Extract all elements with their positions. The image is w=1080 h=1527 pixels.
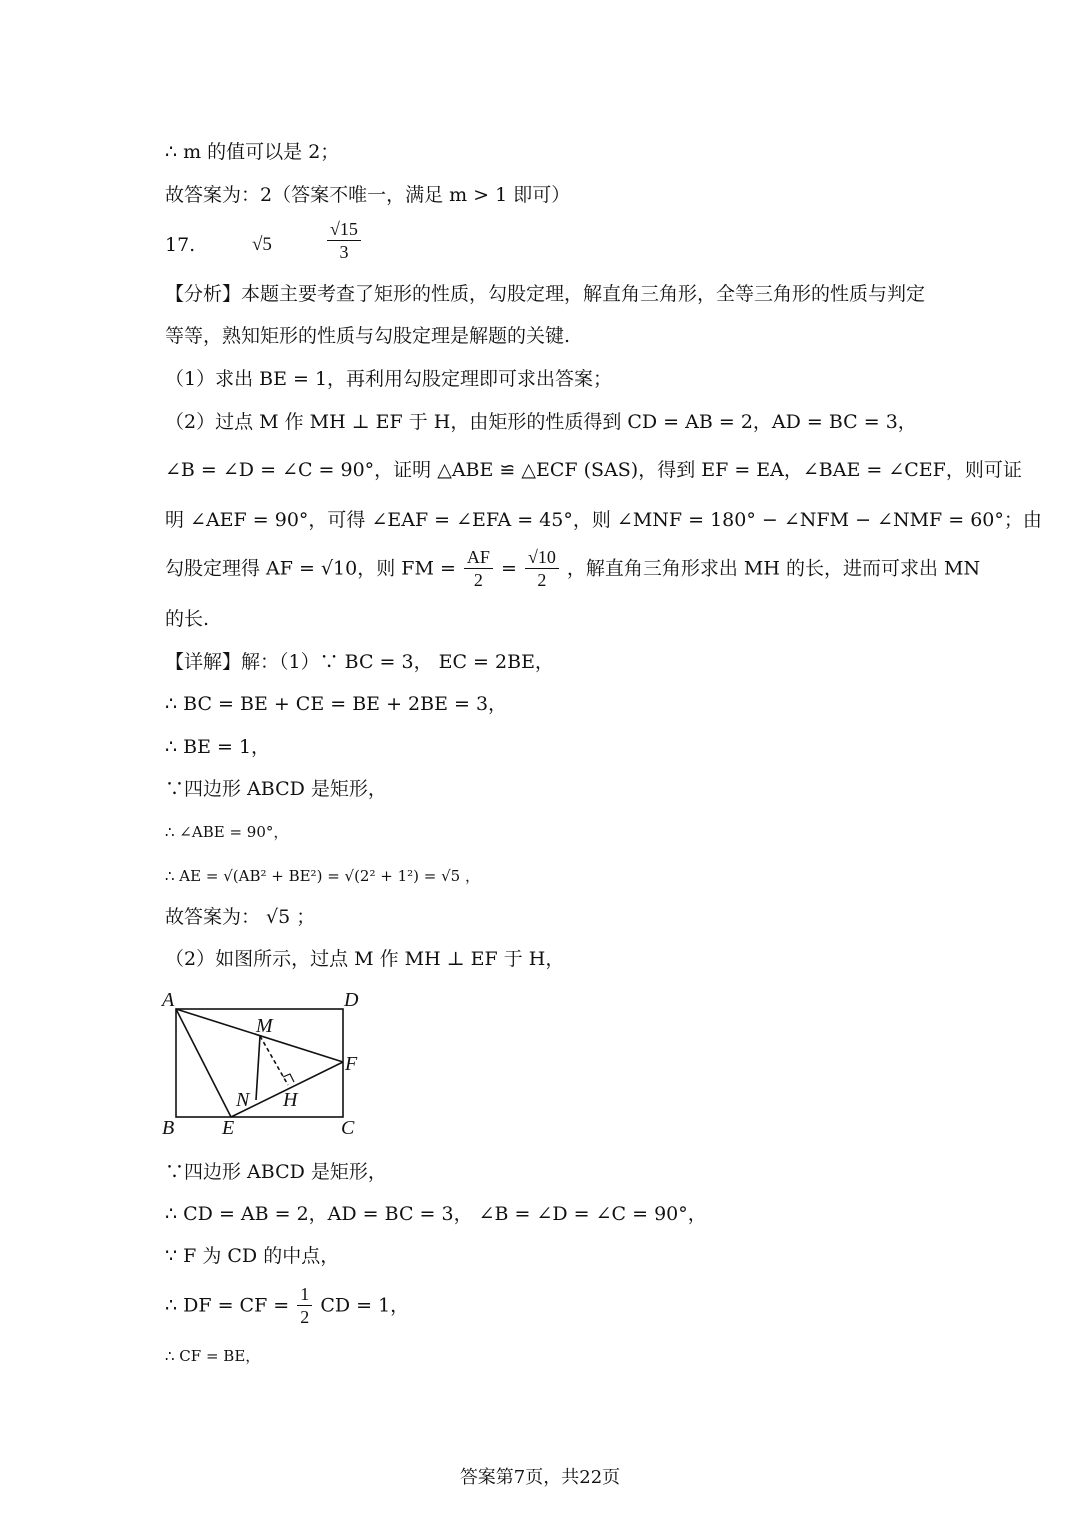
fraction: $\frac{√15}{3}$ [327,218,361,263]
analysis-line-fraction: 勾股定理得 AF = √10，则 FM = $\frac{AF}{2}$ = $\frac{√10}{2}$ ，解直角三角形求出 MH 的长，进而可求出 MN [165,547,981,590]
label-m: M [256,1015,273,1037]
text-line: ∴ m 的值可以是 2； [165,141,340,163]
detail-line: 【详解】解：（1）∵ BC = 3， EC = 2BE， [165,651,554,673]
analysis-line: （1）求出 BE = 1，再利用勾股定理即可求出答案； [165,368,613,390]
analysis-line: （2）过点 M 作 MH ⊥ EF 于 H，由矩形的性质得到 CD = AB = 2，AD = BC = 3， [165,411,917,433]
fraction: $\frac{1}{2}$ [297,1283,312,1328]
label-b: B [162,1117,175,1138]
label-n: N [236,1089,250,1111]
analysis-line: 明 ∠AEF = 90°，可得 ∠EAF = ∠EFA = 45°，则 ∠MNF = 180° − ∠NFM − ∠NMF = 60°；由 [165,509,1042,531]
fraction: $\frac{√10}{2}$ [525,546,559,591]
label-a: A [162,989,175,1011]
detail-line: ∵ F 为 CD 的中点， [165,1245,340,1267]
detail-line: ∵四边形 ABCD 是矩形， [165,1161,387,1183]
label-h: H [283,1089,298,1111]
label-c: C [341,1117,355,1138]
detail-line: ∴ CD = AB = 2，AD = BC = 3， ∠B = ∠D = ∠C = 90°， [165,1203,707,1225]
detail-line: 故答案为： √5 ； [165,906,316,928]
right-angle-mark [283,1074,294,1082]
page-footer: 答案第7页，共22页 [459,1467,621,1488]
detail-line-fraction: ∴ DF = CF = $\frac{1}{2}$ CD = 1， [165,1284,410,1327]
detail-line: ∴ CF = BE， [165,1347,261,1365]
detail-line: ∴ BC = BE + CE = BE + 2BE = 3， [165,693,508,715]
text-line: 故答案为：2（答案不唯一，满足 m > 1 即可） [165,184,571,206]
analysis-line: 等等，熟知矩形的性质与勾股定理是解题的关键. [165,325,571,347]
analysis-line: ∠B = ∠D = ∠C = 90°，证明 △ABE ≌ △ECF (SAS)，得到 EF = EA，∠BAE = ∠CEF，则可证 [165,459,1022,481]
detail-line: ∴ AE = √(AB² + BE²) = √(2² + 1²) = √5 ， [165,867,480,885]
geometry-figure [160,988,400,1138]
detail-line: ∴ BE = 1， [165,736,271,758]
detail-line: ∴ ∠ABE = 90°， [165,823,289,841]
segment-ae [176,1009,231,1117]
q17-answer-2 [325,218,363,263]
fraction: $\frac{AF}{2}$ [464,546,493,591]
segment-mn [256,1036,260,1100]
label-e: E [222,1117,235,1138]
detail-line: ∵四边形 ABCD 是矩形， [165,778,387,800]
analysis-line: 【分析】本题主要考查了矩形的性质，勾股定理，解直角三角形，全等三角形的性质与判定 [165,283,926,305]
detail-line: （2）如图所示，过点 M 作 MH ⊥ EF 于 H， [165,948,565,970]
label-f: F [345,1053,358,1075]
label-d: D [344,989,359,1011]
analysis-line: 的长. [165,608,210,630]
question-17-number: 17. [165,234,196,256]
q17-answer-1: √5 [252,234,272,255]
